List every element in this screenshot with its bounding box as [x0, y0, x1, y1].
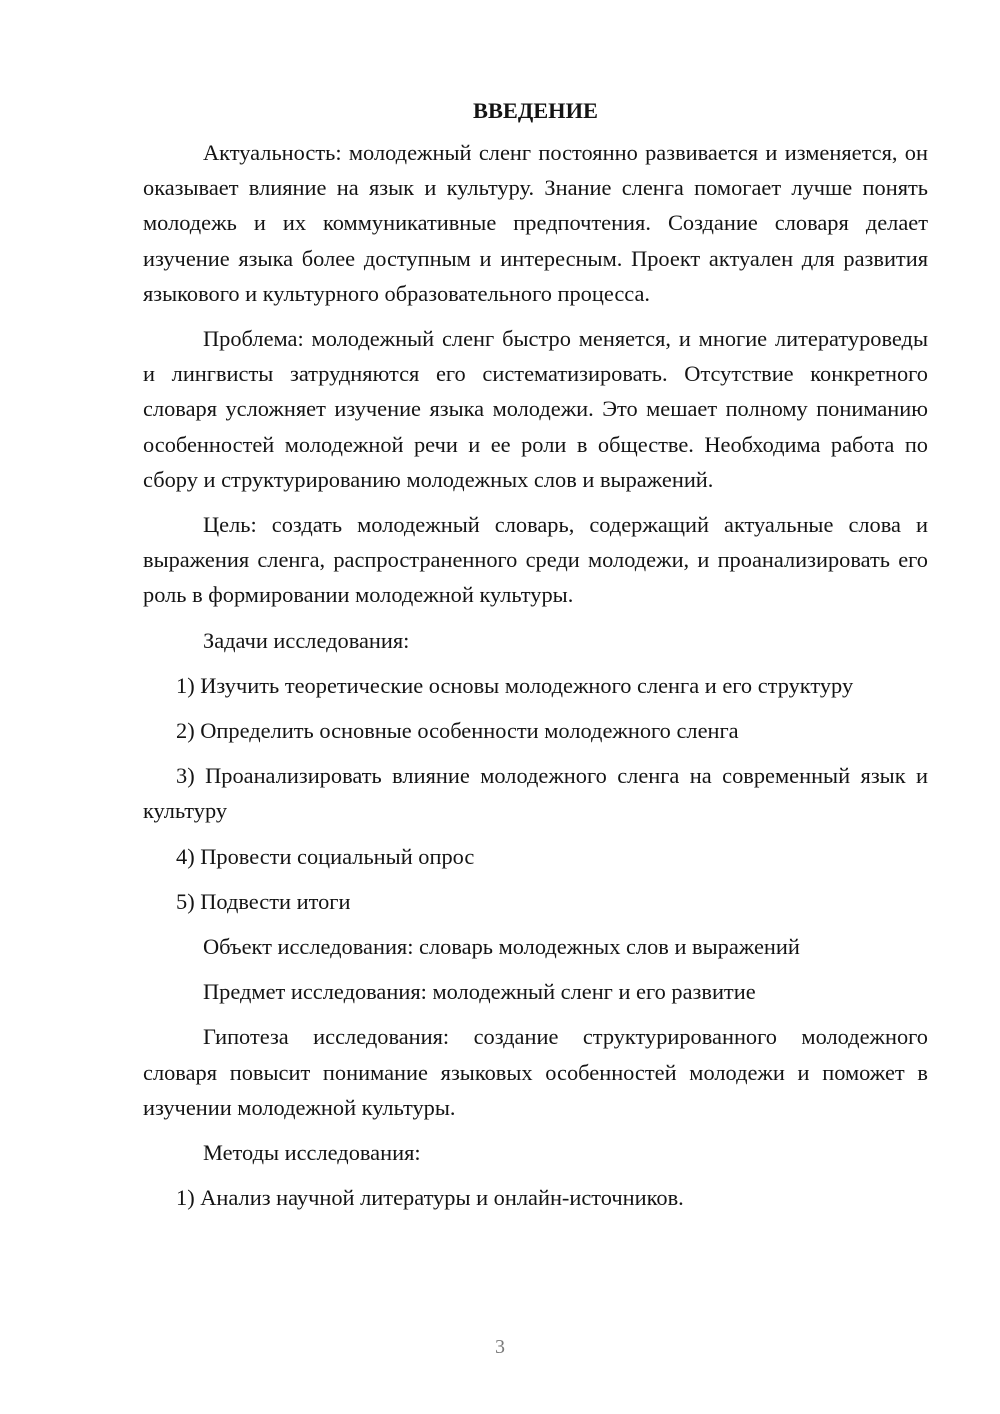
- task-item: 2) Определить основные особенности молодежного сленга: [176, 718, 739, 744]
- task-item: 5) Подвести итоги: [176, 888, 351, 914]
- page-body: [143, 96, 928, 1215]
- hypothesis-paragraph: Гипотеза исследования: создание структурированного молодежного словаря повысит понимание языковых особенностей молодежи и поможет в изучении молодежной культуры.: [143, 1024, 928, 1120]
- task-item: 3) Проанализировать влияние молодежного сленга на современный язык и культуру: [143, 763, 928, 824]
- section-title: ВВЕДЕНИЕ: [473, 98, 598, 123]
- methods-heading: Методы исследования:: [203, 1140, 421, 1166]
- tasks-heading: Задачи исследования:: [203, 627, 410, 653]
- goal-paragraph: Цель: создать молодежный словарь, содержащий актуальные слова и выражения сленга, распространенного среди молодежи, и проанализировать его роль в формировании молодежной культуры.: [143, 512, 928, 608]
- method-item: 1) Анализ научной литературы и онлайн-источников.: [176, 1185, 684, 1211]
- relevance-paragraph: Актуальность: молодежный сленг постоянно развивается и изменяется, он оказывает влияние на язык и культуру. Знание сленга помогает лучше понять молодежь и их коммуникативные предпочтения. Создание словаря делает изучение языка более доступным и интересным. Проект актуален для развития языкового и культурного образовательного процесса.: [143, 140, 928, 306]
- problem-paragraph: Проблема: молодежный сленг быстро меняется, и многие литературоведы и лингвисты затрудняются его систематизировать. Отсутствие конкретного словаря усложняет изучение языка молодежи. Это мешает полному пониманию особенностей молодежной речи и ее роли в обществе. Необходима работа по сбору и структурированию молодежных слов и выражений.: [143, 326, 928, 492]
- task-item: 4) Провести социальный опрос: [176, 843, 475, 869]
- research-object: Объект исследования: словарь молодежных слов и выражений: [203, 934, 800, 960]
- page-number: 3: [495, 1336, 505, 1358]
- research-subject: Предмет исследования: молодежный сленг и его развитие: [203, 979, 756, 1005]
- task-item: 1) Изучить теоретические основы молодежного сленга и его структуру: [176, 672, 854, 698]
